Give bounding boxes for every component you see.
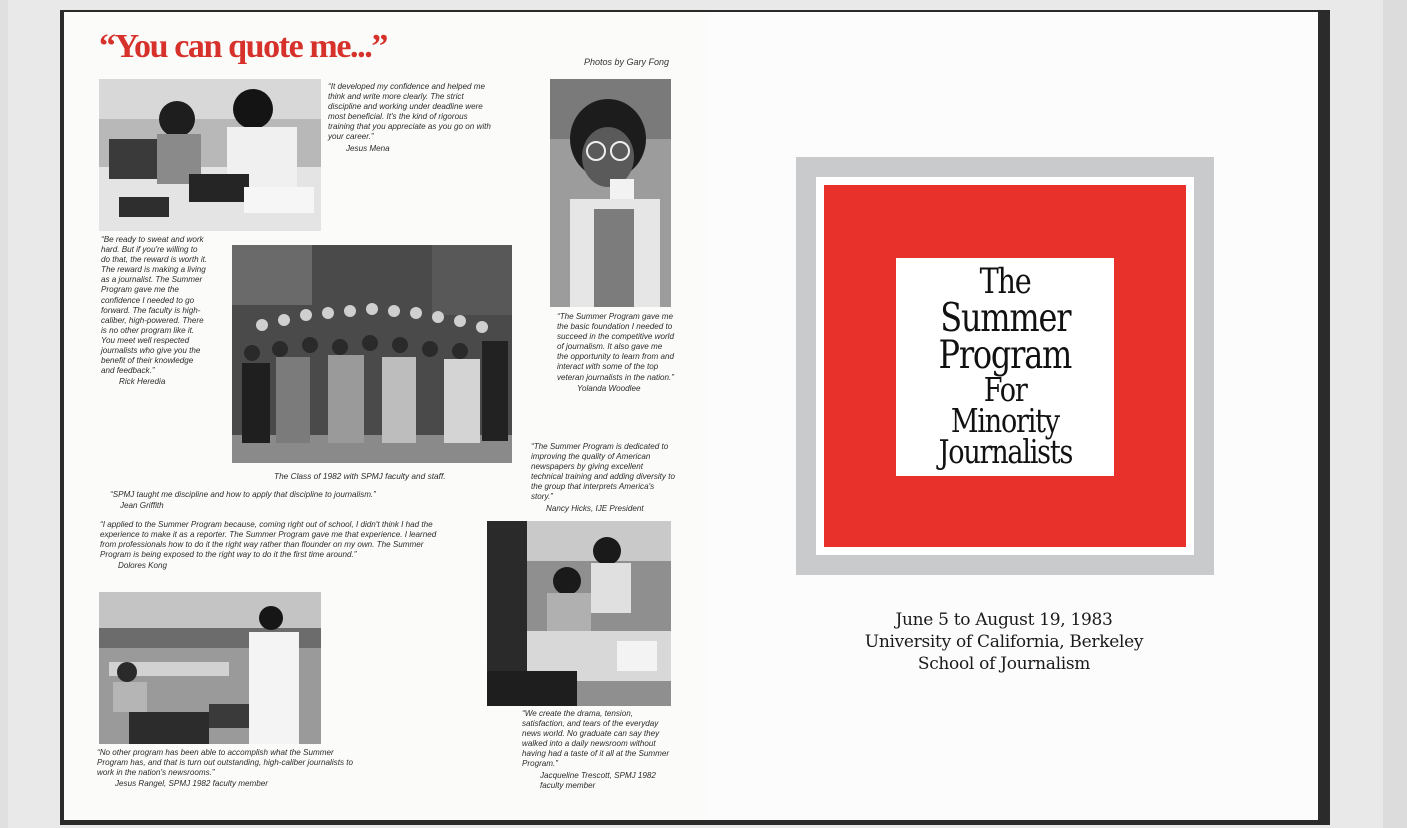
cover-white-mat [816, 177, 1194, 555]
page-headline: “You can quote me...” [99, 28, 387, 65]
program-details [706, 609, 1302, 675]
scan-edge-right [1383, 0, 1407, 828]
scan-edge-left [0, 0, 8, 828]
quote-author: Dolores Kong [118, 561, 168, 571]
quote-text: “SPMJ taught me discipline and how to apply that discipline to journalism.” [110, 490, 376, 499]
title-line: The [979, 262, 1031, 303]
quote-text: “Be ready to sweat and work hard. But if you're willing to do that, the reward is worth it. The reward is making a living as a journalist. The Summer Program gave me the confidence I needed to go forward. The faculty is high-caliber, high-powered. There is no other program like it. You meet well respected journalists who give you the benefit of their knowledge and feedback.” [101, 235, 208, 376]
quote-author: Jean Griffith [120, 501, 164, 511]
title-line: Journalists [938, 432, 1072, 472]
quote-author: Jesus Rangel, SPMJ 1982 faculty member [115, 779, 268, 789]
newsroom-bullpen-photo [99, 592, 321, 744]
quote-jesus-rangel [97, 748, 359, 789]
quote-text: “The Summer Program gave me the basic foundation I needed to succeed in the competitive world of journalism. It also gave me the opportunity to learn from and interact with some of the top veteran journalists in the nation.” [557, 312, 674, 382]
quote-jesus-mena [328, 82, 493, 154]
quote-dolores-kong [100, 520, 445, 571]
title-line: Program [938, 332, 1072, 378]
program-dates: June 5 to August 19, 1983 [895, 610, 1113, 630]
cover-title-card [896, 258, 1114, 476]
school-name: School of Journalism [917, 654, 1091, 674]
woman-on-phone-photo [550, 79, 671, 307]
quote-yolanda-woodlee [557, 312, 675, 394]
newsroom-instruction-photo [487, 521, 671, 706]
quote-jacqueline-trescott [522, 709, 674, 791]
cover-red-square [824, 185, 1186, 547]
newsroom-desk-photo [99, 79, 321, 231]
quote-rick-heredia [101, 235, 208, 387]
cover-grey-frame [796, 157, 1214, 575]
quote-text: “We create the drama, tension, satisfaction, and tears of the everyday news world. No graduate can say they walked into a daily newsroom without having had a taste of it all at the Summer Program.” [522, 709, 670, 769]
group-photo-caption: The Class of 1982 with SPMJ faculty and staff. [274, 471, 446, 481]
quote-author: Yolanda Woodlee [577, 383, 641, 393]
university-name: University of California, Berkeley [864, 632, 1144, 652]
photo-credit: Photos by Gary Fong [584, 57, 670, 67]
left-page [64, 12, 706, 820]
right-page-cover [706, 12, 1318, 820]
group-photo-class-1982 [232, 245, 512, 463]
title-line: Minority [950, 401, 1059, 440]
quote-author: Nancy Hicks, IJE President [546, 503, 644, 513]
quote-nancy-hicks [531, 442, 676, 514]
quote-author: Jesus Mena [346, 143, 390, 153]
quote-text: “I applied to the Summer Program because, coming right out of school, I didn't think I had the experience to make it as a reporter. The Summer Program gave me that experience. I learned from professionals how to do it the right way rather than flounder on my own. The Summer Program is being exposed to the right way to do it the first time around.” [100, 520, 437, 560]
quote-author: Jacqueline Trescott, SPMJ 1982 faculty member [540, 770, 656, 790]
quote-text: “No other program has been able to accomplish what the Summer Program has, and that is turn out outstanding, high-caliber journalists to work in the nation's newsrooms.” [97, 748, 353, 778]
title-line: For [983, 369, 1027, 409]
title-line: Summer [940, 295, 1070, 341]
quote-author: Rick Heredia [119, 377, 166, 387]
quote-text: “The Summer Program is dedicated to improving the quality of American newspapers by giving excellent technical training and adding diversity to the group that interprets America's story.” [531, 442, 675, 502]
quote-text: “It developed my confidence and helped me think and write more clearly. The strict discipline and working under deadline were most beneficial. It's the kind of rigorous training that you appreciate as you go on with your career.” [328, 82, 491, 142]
quote-jean-griffith [110, 490, 450, 511]
